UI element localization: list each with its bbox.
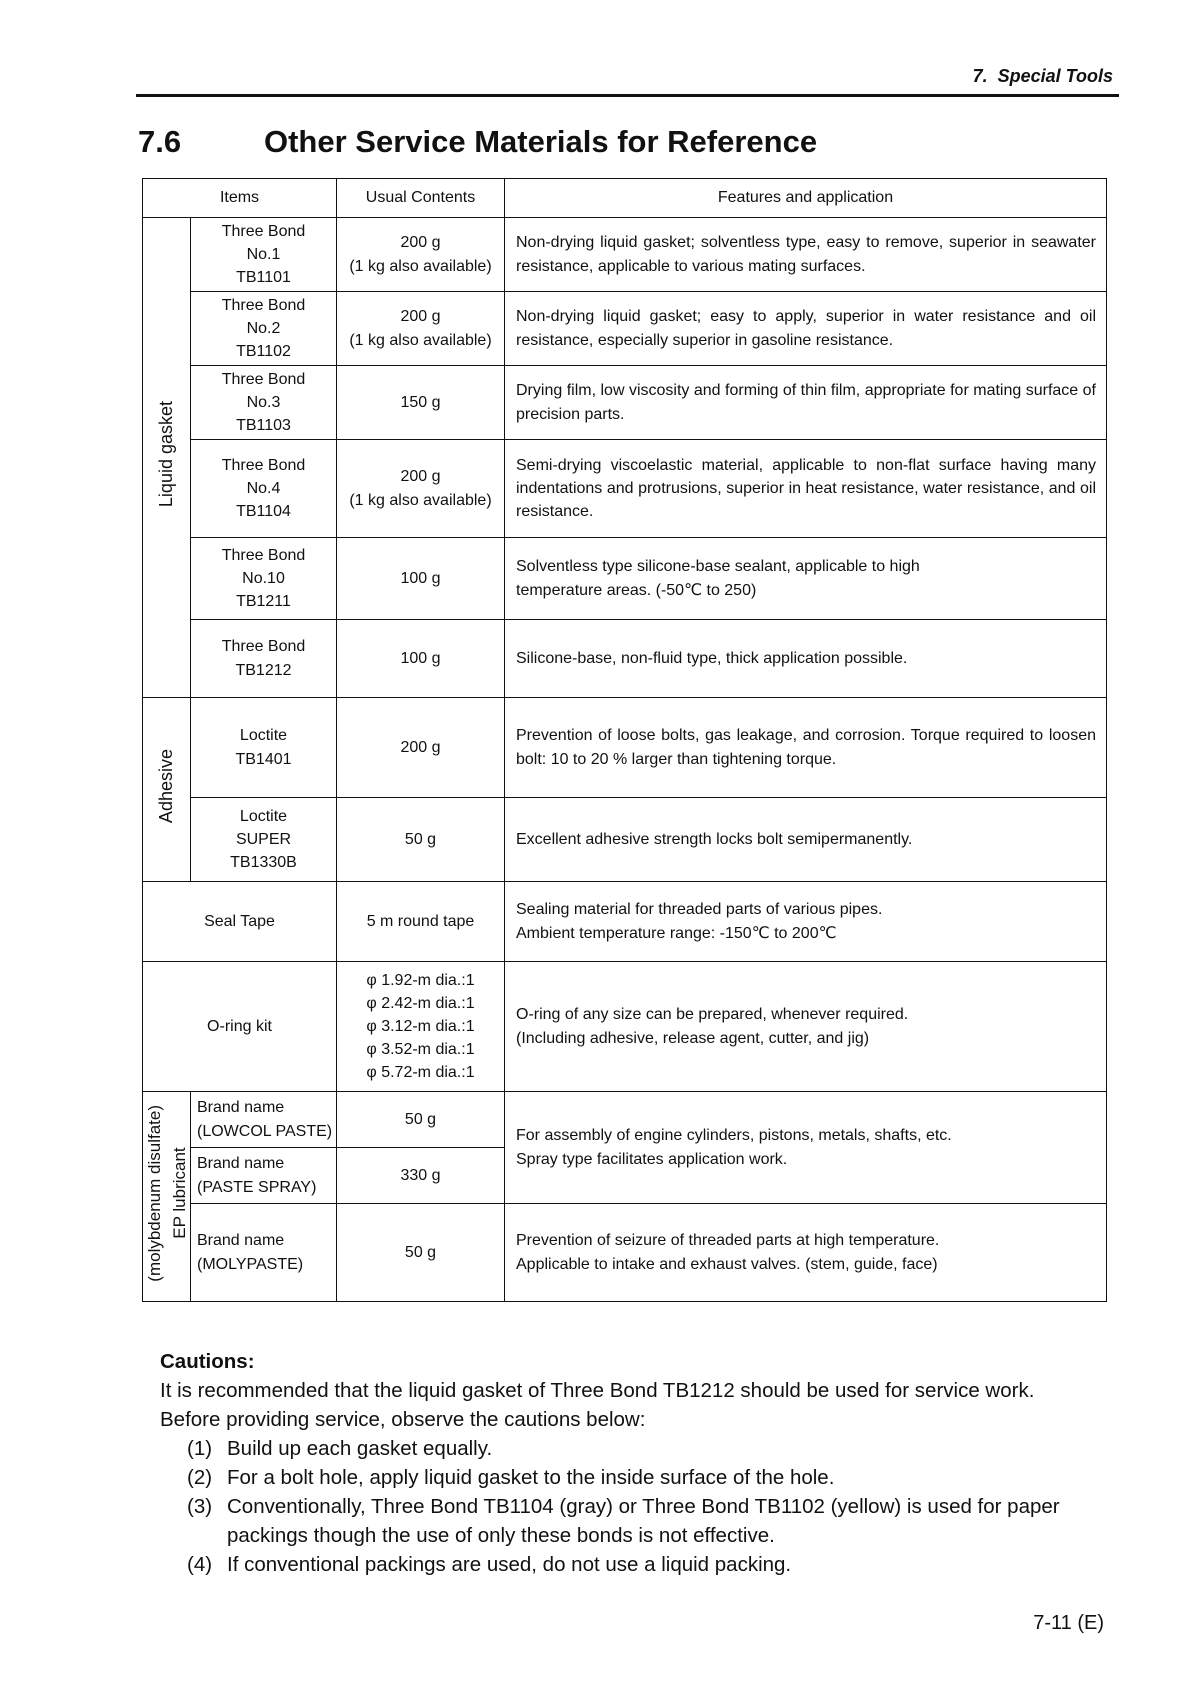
content-line: 200 g — [400, 738, 441, 756]
item-cell — [191, 440, 337, 538]
content-line: (1 kg also available) — [349, 331, 492, 349]
feature-line: Prevention of seizure of threaded parts at high temperature. — [516, 1232, 940, 1250]
feature-cell — [505, 962, 1107, 1092]
item-cell — [191, 1204, 337, 1302]
category-label-group — [143, 1105, 192, 1282]
content-line: 100 g — [400, 569, 441, 587]
column-header-usual-contents: Usual Contents — [337, 179, 505, 218]
item-line: No.2 — [246, 319, 281, 337]
content-cell — [337, 440, 505, 538]
item-line: TB1330B — [230, 854, 297, 872]
category-label: Liquid gasket — [156, 400, 177, 507]
feature-line: O-ring of any size can be prepared, whenever required. — [516, 1006, 909, 1024]
item-line: Three Bond — [221, 222, 306, 240]
cautions-heading: Cautions: — [160, 1350, 255, 1373]
content-line: φ 3.12-m dia.:1 — [366, 1017, 475, 1035]
item-cell — [191, 218, 337, 292]
item-line: No.4 — [246, 479, 281, 497]
table-row — [143, 292, 1107, 366]
section-number: 7.6 — [138, 124, 182, 159]
category-liquid-gasket — [143, 218, 191, 698]
content-line: φ 2.42-m dia.:1 — [366, 994, 475, 1012]
item-line: TB1401 — [235, 750, 292, 768]
feature-line: Applicable to intake and exhaust valves. (stem, guide, face) — [516, 1255, 938, 1273]
table-row — [143, 538, 1107, 620]
cautions-intro-line: It is recommended that the liquid gasket of Three Bond TB1212 should be used for service work. — [160, 1379, 1035, 1402]
header-rule — [136, 94, 1119, 97]
item-cell — [191, 538, 337, 620]
feature-cell: Non-drying liquid gasket; easy to apply, superior in water resistance and oil resistance, especially superior in gasoline resistance. — [505, 292, 1107, 366]
list-item-text: If conventional packings are used, do not use a liquid packing. — [227, 1553, 792, 1576]
item-cell — [191, 1148, 337, 1204]
table-header-row — [143, 179, 1107, 218]
item-line: Seal Tape — [204, 912, 275, 930]
item-line: Brand name — [197, 1232, 285, 1250]
item-line: (LOWCOL PASTE) — [197, 1122, 333, 1140]
feature-cell: Excellent adhesive strength locks bolt semipermanently. — [505, 798, 1107, 882]
item-line: TB1212 — [235, 661, 292, 679]
content-line: φ 5.72-m dia.:1 — [366, 1064, 475, 1082]
list-marker: (3) — [187, 1495, 213, 1518]
table-row — [143, 440, 1107, 538]
content-cell — [337, 882, 505, 962]
category-label: Adhesive — [156, 748, 177, 823]
chapter-number: 7. — [972, 66, 988, 86]
item-line: Three Bond — [221, 638, 306, 656]
content-cell — [337, 292, 505, 366]
feature-line: For assembly of engine cylinders, pistons, metals, shafts, etc. — [516, 1127, 952, 1145]
feature-line: Solventless type silicone-base sealant, applicable to high — [516, 558, 920, 576]
item-line: Three Bond — [221, 456, 306, 474]
table-row — [143, 882, 1107, 962]
table-row — [143, 698, 1107, 798]
content-cell — [337, 962, 505, 1092]
content-line: φ 1.92-m dia.:1 — [366, 971, 475, 989]
column-header-items: Items — [143, 179, 337, 218]
content-line: 100 g — [400, 649, 441, 667]
feature-cell — [505, 538, 1107, 620]
content-line: 150 g — [400, 393, 441, 411]
item-cell — [191, 1092, 337, 1148]
item-line: TB1103 — [236, 417, 291, 435]
table-row — [143, 962, 1107, 1092]
item-line: TB1104 — [236, 503, 291, 521]
list-marker: (2) — [187, 1466, 213, 1489]
item-line: No.10 — [242, 569, 285, 587]
content-line: 5 m round tape — [366, 912, 475, 930]
table-row — [143, 1204, 1107, 1302]
category-ep-lubricant — [143, 1092, 191, 1302]
content-cell — [337, 538, 505, 620]
content-line: 200 g — [400, 308, 441, 326]
item-line: (MOLYPASTE) — [197, 1255, 304, 1273]
feature-cell: Semi-drying viscoelastic material, applicable to non-flat surface having many indentations and protrusions, superior in heat resistance, water resistance, and oil resistance. — [505, 440, 1107, 538]
item-line: Brand name — [197, 1155, 285, 1173]
item-line: (PASTE SPRAY) — [197, 1178, 317, 1196]
item-line: Loctite — [239, 727, 288, 745]
feature-line: (Including adhesive, release agent, cutter, and jig) — [516, 1029, 870, 1047]
item-cell — [191, 366, 337, 440]
category-adhesive — [143, 698, 191, 882]
content-cell — [337, 218, 505, 292]
content-cell — [337, 1148, 505, 1204]
content-cell — [337, 620, 505, 698]
content-line: 50 g — [404, 830, 437, 848]
cautions-section — [160, 1347, 1120, 1579]
list-item — [187, 1463, 1120, 1492]
category-sublabel: (molybdenum disulfate) — [145, 1104, 164, 1282]
item-cell — [191, 620, 337, 698]
column-header-features: Features and application — [505, 179, 1107, 218]
content-cell — [337, 798, 505, 882]
item-line: SUPER — [235, 830, 292, 848]
item-line: Three Bond — [221, 546, 306, 564]
feature-cell: Non-drying liquid gasket; solventless type, easy to remove, superior in seawater resistance, applicable to various mating surfaces. — [505, 218, 1107, 292]
content-cell — [337, 1092, 505, 1148]
item-line: Brand name — [197, 1099, 285, 1117]
feature-cell: Silicone-base, non-fluid type, thick application possible. — [505, 620, 1107, 698]
list-marker: (4) — [187, 1553, 213, 1576]
feature-cell: Drying film, low viscosity and forming of thin film, appropriate for mating surface of precision parts. — [505, 366, 1107, 440]
content-line: φ 3.52-m dia.:1 — [366, 1041, 475, 1059]
item-line: No.1 — [246, 245, 281, 263]
table-row — [143, 366, 1107, 440]
list-item-text: For a bolt hole, apply liquid gasket to the inside surface of the hole. — [227, 1466, 835, 1489]
content-cell — [337, 698, 505, 798]
table-row — [143, 620, 1107, 698]
list-item — [187, 1434, 1120, 1463]
item-line: No.3 — [246, 393, 281, 411]
feature-line: Spray type facilitates application work. — [516, 1150, 788, 1168]
feature-cell — [505, 882, 1107, 962]
section-heading: Other Service Materials for Reference — [264, 124, 818, 159]
item-line: Loctite — [239, 807, 288, 825]
content-cell — [337, 1204, 505, 1302]
item-cell — [143, 882, 337, 962]
list-item-text: Build up each gasket equally. — [227, 1437, 493, 1460]
table-row — [143, 218, 1107, 292]
table-row — [143, 1092, 1107, 1148]
page-number: 7-11 (E) — [1033, 1612, 1104, 1634]
content-line: 330 g — [400, 1166, 441, 1184]
item-cell — [191, 292, 337, 366]
category-label: EP lubricant — [169, 1147, 189, 1239]
content-line: 200 g — [400, 234, 441, 252]
running-head — [973, 66, 1113, 87]
content-line: (1 kg also available) — [349, 491, 492, 509]
item-cell — [191, 698, 337, 798]
section-title — [138, 124, 817, 160]
content-line: 50 g — [404, 1243, 437, 1261]
content-cell — [337, 366, 505, 440]
feature-line: Ambient temperature range: -150℃ to 200℃ — [516, 924, 837, 942]
item-line: TB1211 — [236, 593, 291, 611]
list-marker: (1) — [187, 1437, 213, 1460]
item-line: Three Bond — [221, 296, 306, 314]
cautions-intro-line: Before providing service, observe the cautions below: — [160, 1408, 646, 1431]
list-item — [187, 1492, 1120, 1550]
list-item — [187, 1550, 1120, 1579]
feature-cell — [505, 1204, 1107, 1302]
content-line: 50 g — [404, 1110, 437, 1128]
item-line: O-ring kit — [207, 1017, 272, 1035]
feature-line: Sealing material for threaded parts of various pipes. — [516, 901, 883, 919]
list-item-text: Conventionally, Three Bond TB1104 (gray) or Three Bond TB1102 (yellow) is used for paper packings though the use of only these bonds is not effective. — [227, 1495, 1060, 1547]
item-line: TB1102 — [236, 343, 291, 361]
feature-cell — [505, 1092, 1107, 1204]
item-cell — [191, 798, 337, 882]
service-materials-table — [142, 178, 1107, 1302]
table-row — [143, 798, 1107, 882]
item-line: TB1101 — [236, 269, 291, 287]
content-line: (1 kg also available) — [349, 257, 492, 275]
item-cell — [143, 962, 337, 1092]
content-line: 200 g — [400, 468, 441, 486]
feature-line: temperature areas. (-50℃ to 250) — [516, 581, 757, 599]
chapter-title: Special Tools — [997, 66, 1113, 86]
feature-cell: Prevention of loose bolts, gas leakage, and corrosion. Torque required to loosen bolt: 10 to 20 % larger than tightening torque. — [505, 698, 1107, 798]
item-line: Three Bond — [221, 370, 306, 388]
cautions-list — [160, 1434, 1120, 1579]
